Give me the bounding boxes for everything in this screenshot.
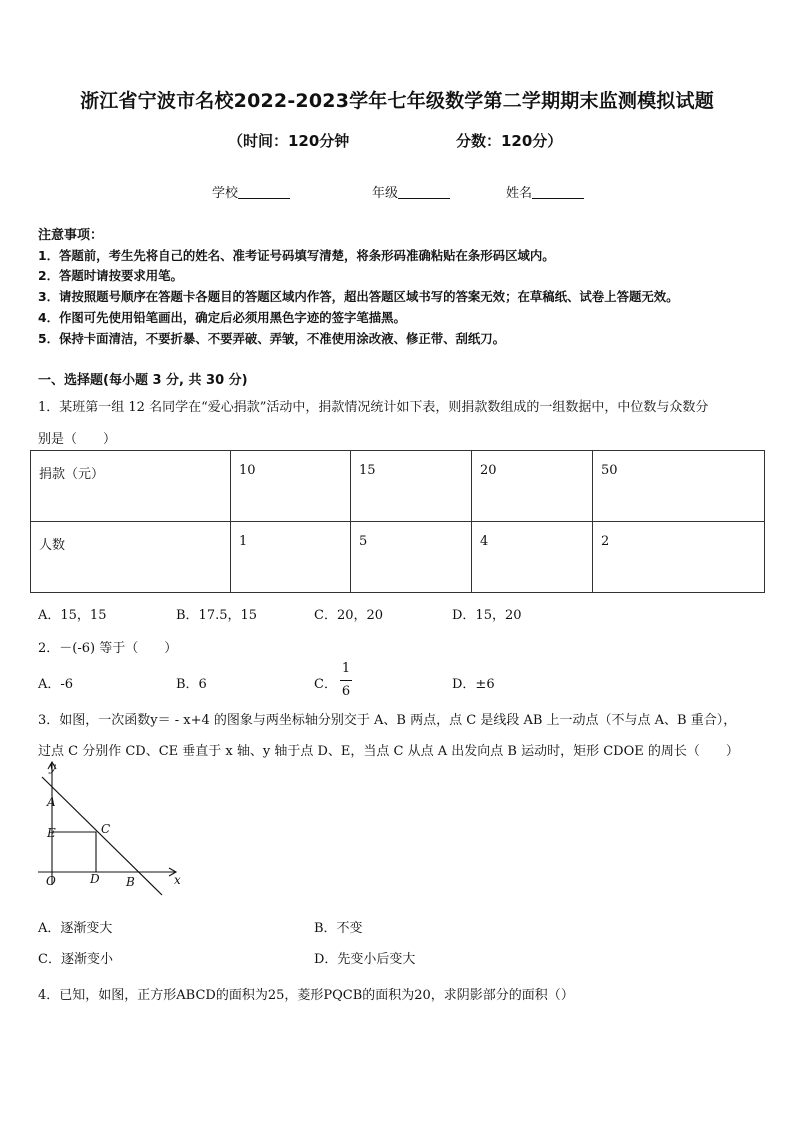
fraction-bar — [340, 680, 352, 681]
note-item: 3．请按照题号顺序在答题卡各题目的答题区域内作答，超出答题区域书写的答案无效；在草稿纸、试卷上答题无效。 — [38, 289, 679, 304]
q2-option-b: B．6 — [176, 677, 207, 692]
label-a: A — [47, 795, 56, 809]
table-cell: 50 — [593, 451, 765, 522]
table-cell: 20 — [472, 451, 593, 522]
notes-heading: 注意事项： — [38, 228, 104, 243]
table-cell: 5 — [351, 522, 472, 593]
table-cell: 人数 — [31, 522, 231, 593]
table-cell: 2 — [593, 522, 765, 593]
table-cell: 4 — [472, 522, 593, 593]
time-label: （时间：120分钟 — [228, 132, 350, 150]
q1-option-a: A．15，15 — [38, 608, 107, 623]
q3-option-a: A．逐渐变大 — [38, 921, 113, 936]
q2-stem: 2．－(-6) 等于（ ） — [38, 641, 178, 656]
rectangle-cdoe — [52, 832, 96, 872]
grade-blank — [398, 186, 450, 199]
q2-option-a: A．-6 — [38, 677, 74, 692]
label-c: C — [101, 822, 111, 836]
name-label: 姓名 — [506, 186, 533, 201]
grade-field — [372, 182, 450, 201]
note-item: 1．答题前，考生先将自己的姓名、准考证号码填写清楚，将条形码准确粘贴在条形码区域内。 — [38, 248, 555, 263]
function-line — [42, 777, 162, 895]
linear-function-figure — [28, 757, 188, 907]
table-cell: 捐款（元） — [31, 451, 231, 522]
grade-label: 年级 — [372, 186, 399, 201]
note-item: 5．保持卡面清洁，不要折暴、不要弄破、弄皱，不准使用涂改液、修正带、刮纸刀。 — [38, 331, 506, 346]
name-blank — [532, 186, 584, 199]
label-x: x — [174, 873, 181, 887]
q3-option-c: C．逐渐变小 — [38, 952, 113, 967]
q3-option-d: D．先变小后变大 — [314, 952, 416, 967]
q1-option-c: C．20，20 — [314, 608, 384, 623]
q1-option-d: D．15，20 — [452, 608, 522, 623]
q2-option-c-label: C． — [314, 677, 337, 692]
donation-table — [30, 450, 765, 593]
q1-option-b: B．17.5，15 — [176, 608, 258, 623]
label-d: D — [90, 872, 100, 886]
q4-stem: 4．已知，如图，正方形ABCD的面积为25，菱形PQCB的面积为20，求阴影部分的面积（） — [38, 988, 574, 1003]
q1-stem-line1: 1．某班第一组 12 名同学在“爱心捐款”活动中，捐款情况统计如下表，则捐款数组成的一组数据中，中位数与众数分 — [38, 400, 709, 415]
label-o: O — [46, 874, 56, 888]
exam-title: 浙江省宁波市名校2022-2023学年七年级数学第二学期期末监测模拟试题 — [80, 90, 714, 112]
table-row — [31, 451, 765, 522]
q3-stem-line2: 过点 C 分别作 CD、CE 垂直于 x 轴、y 轴于点 D、E，当点 C 从点 A 出发向点 B 运动时，矩形 CDOE 的周长（ ） — [38, 744, 739, 759]
table-cell: 1 — [231, 522, 351, 593]
score-label: 分数：120分） — [456, 132, 563, 150]
label-e: E — [47, 826, 56, 840]
table-cell: 15 — [351, 451, 472, 522]
fraction-denominator: 6 — [341, 684, 351, 699]
fraction-numerator: 1 — [341, 661, 351, 676]
school-blank — [238, 186, 290, 199]
q3-option-b: B．不变 — [314, 921, 363, 936]
section-heading: 一、选择题(每小题 3 分, 共 30 分) — [38, 373, 248, 388]
label-b: B — [126, 875, 135, 889]
note-item: 4．作图可先使用铅笔画出，确定后必须用黑色字迹的签字笔描黑。 — [38, 310, 406, 325]
school-label: 学校 — [212, 186, 239, 201]
table-cell: 10 — [231, 451, 351, 522]
note-item: 2．答题时请按要求用笔。 — [38, 268, 183, 283]
label-y: y — [49, 760, 56, 774]
school-field — [212, 182, 290, 201]
q3-stem-line1: 3．如图，一次函数y＝ - x+4 的图象与两坐标轴分别交于 A、B 两点，点 C 是线段 AB 上一动点（不与点 A、B 重合）， — [38, 713, 737, 728]
table-row — [31, 522, 765, 593]
name-field — [506, 182, 584, 201]
q1-stem-line2: 别是（ ） — [38, 432, 117, 447]
q2-option-d: D．±6 — [452, 677, 495, 692]
